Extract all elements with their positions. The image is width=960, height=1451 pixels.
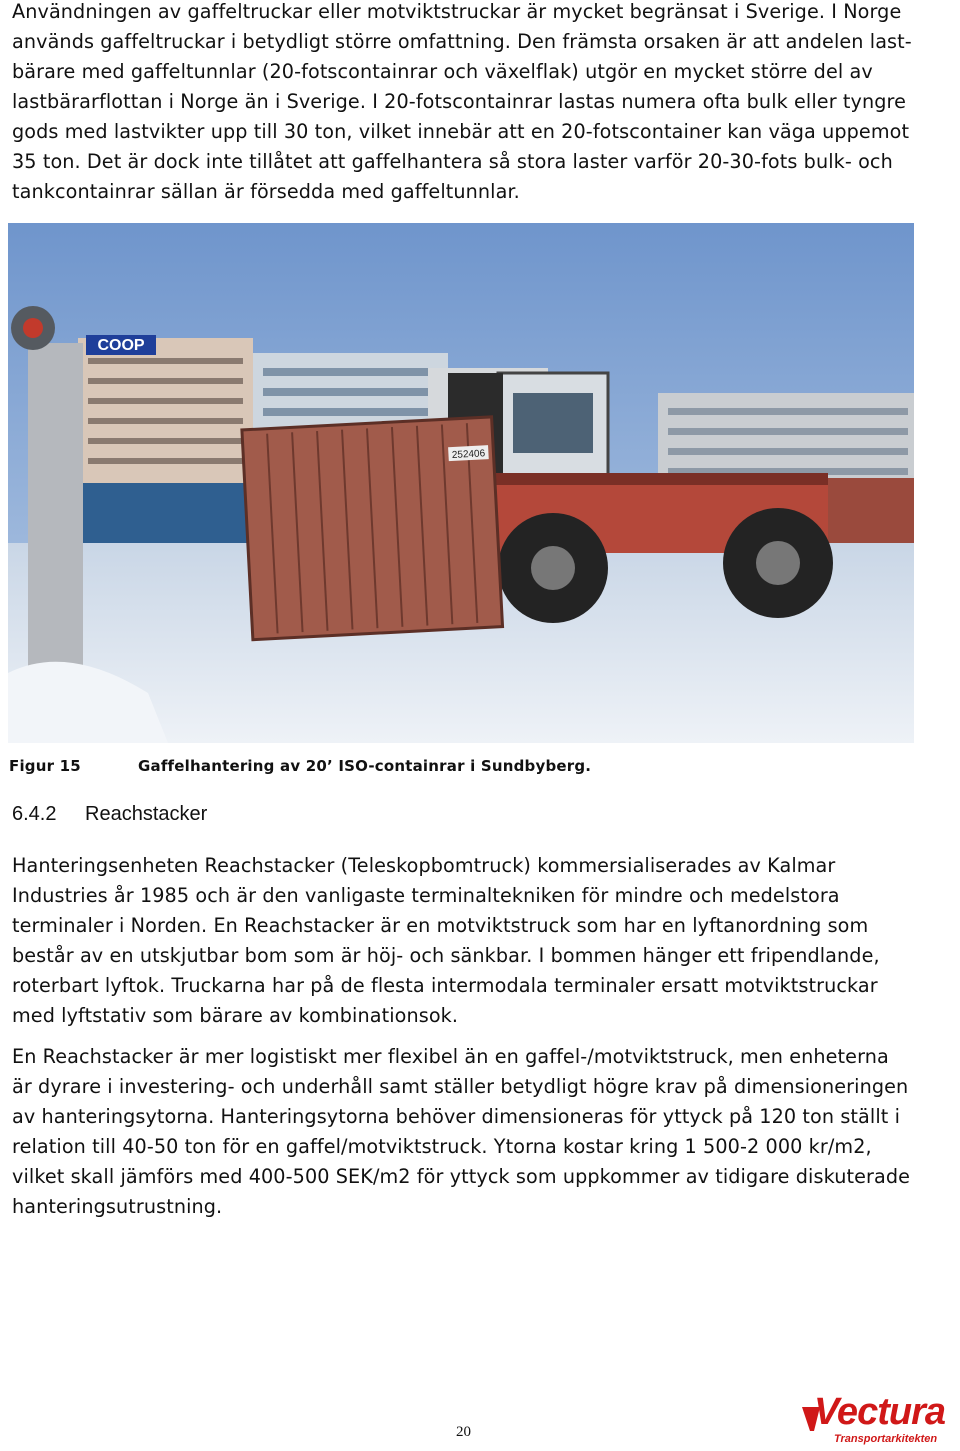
logo-tagline: Transportarkitekten (834, 1433, 938, 1445)
intro-paragraph: Användningen av gaffeltruckar eller motviktstruckar är mycket begränsat i Sverige. I Norge används gaffeltruckar i betydligt större omfattning. Den främsta orsaken är att andelen last- bärare med gaffeltunnlar (20-fotscontainrar och växelflak) utgör en mycket större del av lastbärarflottan i Norge än i Sverige. I 20-fotscontainrar lastas numera ofta bulk eller tyngre gods med lastvikter upp till 30 ton, vilket innebär att en 20-fotscontainer kan väga uppemot 35 ton. Det är dock inte tillåtet att gaffelhantera så stora laster varför 20-30-fots bulk- och tankcontainrar sällan är försedda med gaffeltunnlar. (12, 0, 912, 203)
page-number: 20 (456, 1424, 471, 1440)
figure-photo (8, 223, 914, 743)
reachstacker-paragraph-2: En Reachstacker är mer logistiskt mer flexibel än en gaffel-/motviktstruck, men enheterna är dyrare i investering- och underhåll samt ställer betydligt högre krav på dimensioneringen av hanteringsytorna. Hanteringsytorna behöver dimensioneras för yttyck på 120 ton ställt i relation till 40-50 ton för en gaffel/motviktstruck. Ytorna kostar kring 1 500-2 000 kr/m2, vilket skall jämförs med 400-500 SEK/m2 för yttyck som uppkommer av tidigare diskuterade hanteringsutrustning. (12, 1045, 911, 1218)
section-number: 6.4.2 (12, 803, 57, 825)
coop-sign (86, 335, 156, 355)
vectura-logo (800, 1391, 956, 1449)
signal-pole (28, 343, 83, 683)
svg-text:COOP: COOP (97, 337, 145, 354)
reachstacker-paragraph-1: Hanteringsenheten Reachstacker (Teleskopbomtruck) kommersialiserades av Kalmar Industries år 1985 och är den vanligaste terminaltekniken för mindre och medelstora terminaler i Norden. En Reachstacker är en motviktstruck som har en lyftanordning som består av en utskjutbar bom som är höj- och sänkbar. I bommen hänger ett fripendlande, roterbart lyftok. Truckarna har på de flesta intermodala terminaler ersatt motviktstruckar med lyftstativ som bärare av kombinationsok. (12, 854, 880, 1027)
figure-label: Figur 15 (9, 757, 81, 775)
svg-text:252406: 252406 (451, 448, 486, 462)
figure-caption: Gaffelhantering av 20’ ISO-containrar i Sundbyberg. (138, 757, 592, 775)
logo-wordmark: Vectura (814, 1391, 945, 1433)
section-title: Reachstacker (85, 803, 208, 825)
section-heading (12, 803, 207, 826)
container (242, 417, 503, 640)
train-blue (73, 483, 253, 553)
